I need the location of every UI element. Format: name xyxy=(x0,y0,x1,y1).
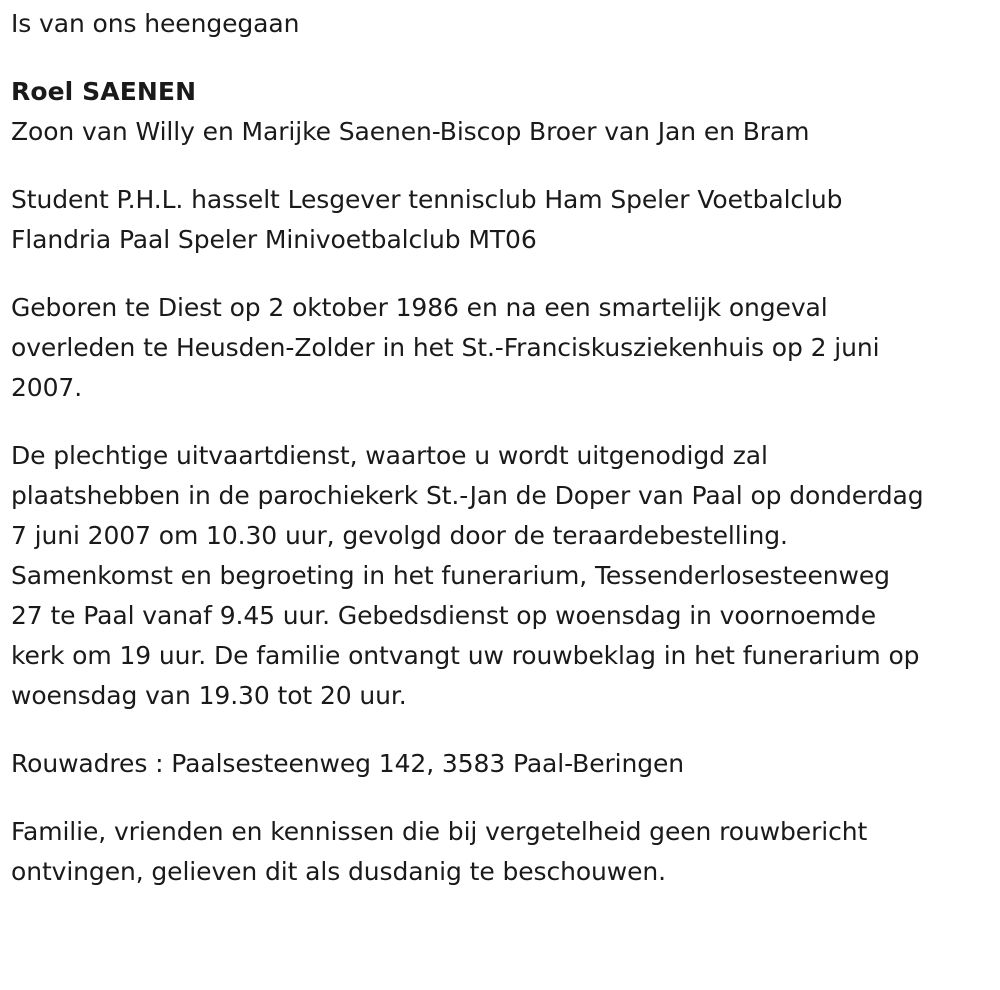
family-relations xyxy=(11,112,996,152)
text-line: 7 juni 2007 om 10.30 uur, gevolgd door de teraardebestelling. xyxy=(11,521,788,550)
text-line: Familie, vrienden en kennissen die bij vergetelheid geen rouwbericht xyxy=(11,817,868,846)
text-line: kerk om 19 uur. De familie ontvangt uw rouwbeklag in het funerarium op xyxy=(11,641,920,670)
text-line: Student P.H.L. hasselt Lesgever tennisclub Ham Speler Voetbalclub xyxy=(11,185,843,214)
mourning-address xyxy=(11,744,996,784)
birth-and-death-details xyxy=(11,288,996,408)
text-line: overleden te Heusden-Zolder in het St.-Franciskusziekenhuis op 2 juni xyxy=(11,333,880,362)
text-line: 2007. xyxy=(11,373,83,402)
opening-statement xyxy=(11,4,996,44)
text-line: Flandria Paal Speler Minivoetbalclub MT06 xyxy=(11,225,537,254)
text-line: 27 te Paal vanaf 9.45 uur. Gebedsdienst op woensdag in voornoemde xyxy=(11,601,876,630)
text-line: Is van ons heengegaan xyxy=(11,9,300,38)
text-line: Zoon van Willy en Marijke Saenen-Biscop Broer van Jan en Bram xyxy=(11,117,810,146)
text-line: Geboren te Diest op 2 oktober 1986 en na een smartelijk ongeval xyxy=(11,293,828,322)
text-line: ontvingen, gelieven dit als dusdanig te beschouwen. xyxy=(11,857,666,886)
text-line: woensdag van 19.30 tot 20 uur. xyxy=(11,681,407,710)
activities-and-memberships xyxy=(11,180,996,260)
closing-note xyxy=(11,812,996,892)
deceased-name xyxy=(11,72,996,112)
funeral-service-details xyxy=(11,436,996,716)
text-line: plaatshebben in de parochiekerk St.-Jan de Doper van Paal op donderdag xyxy=(11,481,924,510)
text-line: De plechtige uitvaartdienst, waartoe u wordt uitgenodigd zal xyxy=(11,441,768,470)
text-line: Roel SAENEN xyxy=(11,77,197,106)
text-line: Rouwadres : Paalsesteenweg 142, 3583 Paal-Beringen xyxy=(11,749,685,778)
text-line: Samenkomst en begroeting in het funerarium, Tessenderlosesteenweg xyxy=(11,561,890,590)
